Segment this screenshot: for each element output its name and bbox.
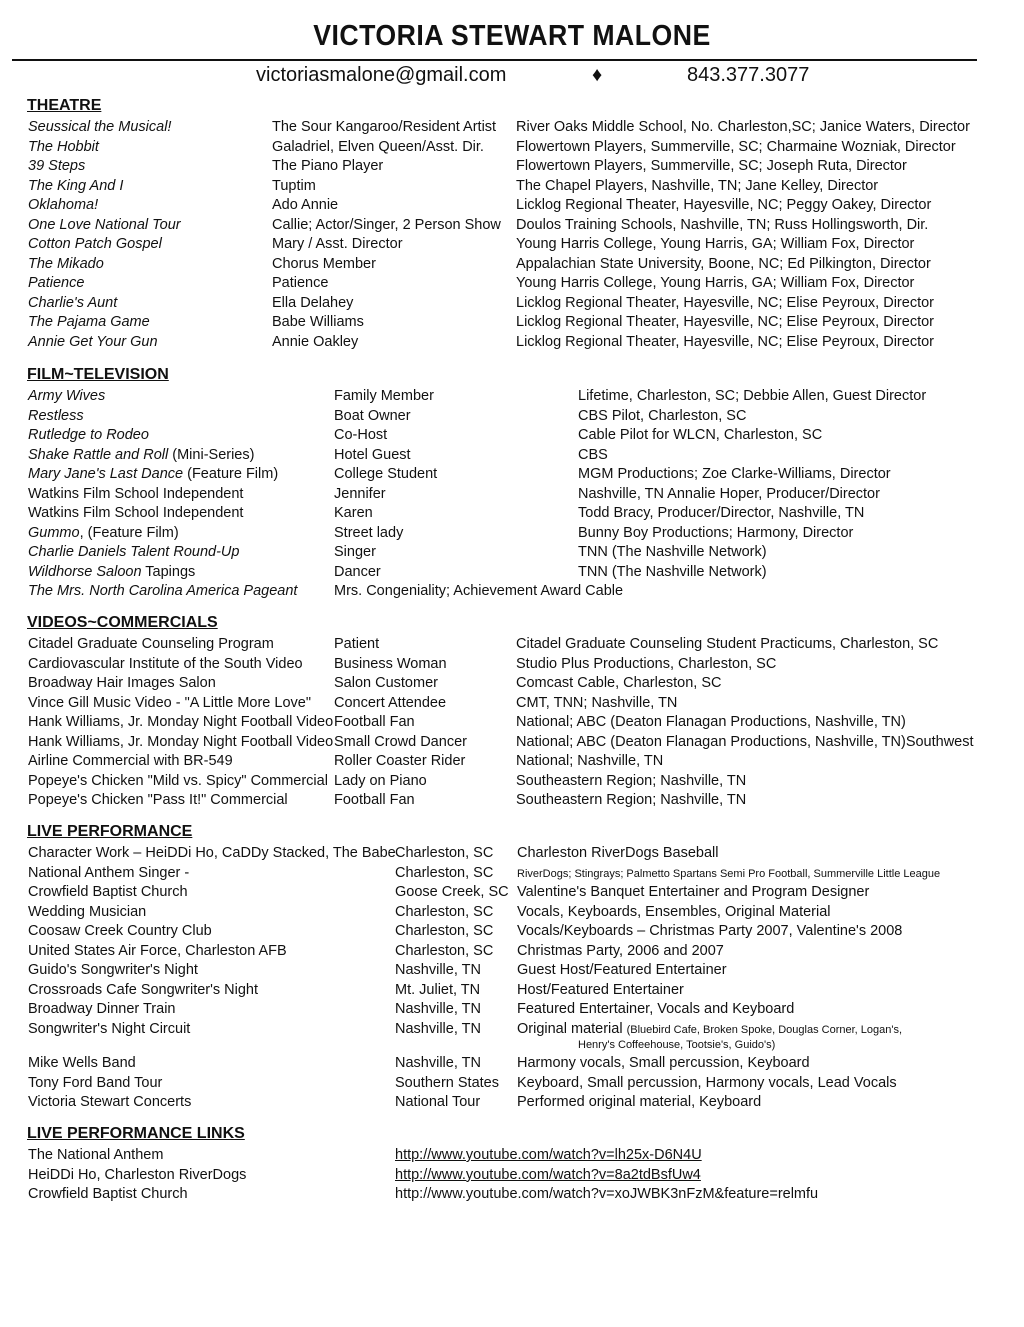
video-title: Broadway Hair Images Salon (28, 675, 216, 691)
venue: CBS (578, 446, 608, 463)
details: Valentine's Banquet Entertainer and Program Designer (517, 884, 870, 900)
film-title: The Mrs. North Carolina America Pageant (28, 583, 298, 599)
film-title-note: (Feature Film) (183, 466, 279, 482)
video-row (0, 693, 1024, 713)
location: Southern States (395, 1074, 499, 1091)
location: Nashville, TN (395, 1020, 481, 1037)
location: Charleston, SC (395, 923, 494, 939)
youtube-link[interactable]: http://www.youtube.com/watch?v=lh25x-D6N4U (395, 1147, 702, 1163)
details: Charleston RiverDogs Baseball (517, 845, 719, 861)
venue: Young Harris College, Young Harris, GA; William Fox, Director (516, 236, 915, 252)
role: The Sour Kangaroo/Resident Artist (272, 119, 497, 135)
film-title: Restless (28, 407, 84, 424)
venue: National; Nashville, TN (516, 753, 664, 769)
theatre-row (0, 137, 1024, 157)
role: Lady on Piano (334, 772, 427, 789)
email-address[interactable]: victoriasmalone@gmail.com (256, 64, 507, 86)
production-title: Charlie's Aunt (28, 294, 118, 311)
film-row (0, 523, 1024, 543)
details-cell (517, 921, 902, 941)
venue: Southeastern Region; Nashville, TN (516, 772, 747, 789)
production-title: Oklahoma! (28, 197, 99, 213)
film-row (0, 503, 1024, 523)
location: Mt. Juliet, TN (395, 981, 481, 998)
film-row (0, 425, 1024, 445)
details-note-continued: Henry's Coffeehouse, Tootsie's, Guido's) (578, 1039, 776, 1051)
venue: Citadel Graduate Counseling Student Practicums, Charleston, SC (516, 636, 939, 652)
role: Singer (334, 544, 376, 560)
links-heading: LIVE PERFORMANCE LINKS (27, 1125, 245, 1142)
video-title: Hank Williams, Jr. Monday Night Football Video (28, 714, 334, 730)
film-title-cell (28, 386, 105, 406)
live-row (0, 921, 1024, 941)
production-title: The Hobbit (28, 138, 99, 155)
venue: River Oaks Middle School, No. Charleston,SC; Janice Waters, Director (516, 119, 970, 135)
phone-number: 843.377.3077 (687, 64, 810, 86)
event: Victoria Stewart Concerts (28, 1094, 192, 1110)
role: Annie Oakley (272, 333, 359, 350)
film-title: Gummo (28, 524, 80, 541)
production-title: The Pajama Game (28, 314, 150, 330)
film-title: Army Wives (28, 388, 106, 404)
venue: Licklog Regional Theater, Hayesville, NC; Elise Peyroux, Director (516, 333, 934, 350)
theatre-row (0, 312, 1024, 332)
theatre-row (0, 176, 1024, 196)
film-title-cell (28, 425, 149, 445)
film-row (0, 406, 1024, 426)
live-row (0, 980, 1024, 1000)
details-cell (517, 863, 940, 884)
role: The Piano Player (272, 158, 384, 174)
production-title: The Mikado (28, 255, 104, 272)
film-title: Shake Rattle and Roll (28, 446, 169, 463)
resume-name: VICTORIA STEWART MALONE (313, 20, 711, 52)
location: Charleston, SC (395, 864, 494, 881)
film-heading: FILM~TELEVISION (27, 366, 169, 383)
video-row (0, 634, 1024, 654)
video-row (0, 712, 1024, 732)
film-row (0, 484, 1024, 504)
event: Crossroads Cafe Songwriter's Night (28, 981, 259, 998)
film-title-cell (28, 523, 179, 543)
video-title: Citadel Graduate Counseling Program (28, 636, 274, 652)
event: Coosaw Creek Country Club (28, 923, 212, 939)
details: Performed original material, Keyboard (517, 1094, 762, 1110)
venue: National; ABC (Deaton Flanagan Productions, Nashville, TN) (516, 714, 906, 730)
role: Mary / Asst. Director (272, 236, 403, 252)
venue: CMT, TNN; Nashville, TN (516, 694, 678, 711)
venue: TNN (The Nashville Network) (578, 544, 767, 560)
role: Concert Attendee (334, 694, 447, 711)
video-title: Popeye's Chicken "Pass It!" Commercial (28, 792, 288, 808)
details-cell (517, 902, 831, 922)
location: Nashville, TN (395, 1055, 481, 1071)
event: United States Air Force, Charleston AFB (28, 942, 287, 959)
details: Harmony vocals, Small percussion, Keyboard (517, 1055, 810, 1071)
venue: Comcast Cable, Charleston, SC (516, 675, 722, 691)
event: Songwriter's Night Circuit (28, 1020, 191, 1037)
link-row (0, 1145, 1024, 1165)
video-row (0, 673, 1024, 693)
location: Charleston, SC (395, 845, 494, 861)
video-row (0, 732, 1024, 752)
venue: Nashville, TN Annalie Hoper, Producer/Director (578, 485, 880, 502)
details: Christmas Party, 2006 and 2007 (517, 942, 724, 959)
theatre-row (0, 215, 1024, 235)
role: Babe Williams (272, 314, 364, 330)
details: Vocals/Keyboards – Christmas Party 2007, Valentine's 2008 (517, 923, 903, 939)
video-title: Popeye's Chicken "Mild vs. Spicy" Commercial (28, 772, 328, 789)
role: Tuptim (272, 177, 316, 194)
link-row (0, 1165, 1024, 1185)
role: Small Crowd Dancer (334, 733, 467, 750)
theatre-row (0, 293, 1024, 313)
role: Football Fan (334, 792, 415, 808)
live-row (0, 902, 1024, 922)
theatre-row (0, 273, 1024, 293)
location: Nashville, TN (395, 1001, 481, 1017)
theatre-row (0, 254, 1024, 274)
film-title-note: Tapings (141, 563, 196, 580)
location: Nashville, TN (395, 962, 481, 978)
video-row (0, 654, 1024, 674)
production-title: Annie Get Your Gun (28, 333, 158, 350)
film-row (0, 542, 1024, 562)
header-rule (12, 59, 977, 61)
event: Tony Ford Band Tour (28, 1074, 163, 1091)
video-row (0, 771, 1024, 791)
video-title: Airline Commercial with BR-549 (28, 753, 233, 769)
live-row (0, 1092, 1024, 1112)
role: Jennifer (334, 485, 386, 502)
production-title: Seussical the Musical! (28, 119, 172, 135)
role: Mrs. Congeniality; Achievement Award Cable (334, 583, 624, 599)
event: Crowfield Baptist Church (28, 884, 188, 900)
film-title-cell (28, 484, 243, 504)
venue: Licklog Regional Theater, Hayesville, NC; Elise Peyroux, Director (516, 314, 934, 330)
event: Character Work – HeiDDi Ho, CaDDy Stacked, The Babe (28, 845, 396, 861)
role: Ella Delahey (272, 294, 354, 311)
production-title: One Love National Tour (28, 216, 181, 233)
link-row (0, 1184, 1024, 1204)
details-cell (517, 999, 794, 1019)
role: Roller Coaster Rider (334, 753, 466, 769)
film-title-note: (Mini-Series) (168, 446, 255, 463)
production-title: 39 Steps (28, 158, 86, 174)
event: National Anthem Singer - (28, 864, 190, 881)
film-title: Mary Jane's Last Dance (28, 466, 184, 482)
live-row (0, 882, 1024, 902)
diamond-separator-icon: ♦ (592, 64, 603, 86)
details-note: (Bluebird Cafe, Broken Spoke, Douglas Corner, Logan's, (626, 1023, 903, 1036)
venue: Studio Plus Productions, Charleston, SC (516, 655, 777, 672)
theatre-row (0, 195, 1024, 215)
event: Wedding Musician (28, 903, 147, 920)
live-row (0, 863, 1024, 883)
theatre-row (0, 332, 1024, 352)
live-row (0, 999, 1024, 1019)
details-cell (517, 941, 724, 961)
venue: Doulos Training Schools, Nashville, TN; Russ Hollingsworth, Dir. (516, 216, 929, 233)
event: Broadway Dinner Train (28, 1001, 176, 1017)
film-title: Wildhorse Saloon (28, 563, 142, 580)
details-cell (517, 843, 719, 863)
venue: Appalachian State University, Boone, NC; Ed Pilkington, Director (516, 255, 931, 272)
event: Mike Wells Band (28, 1055, 136, 1071)
role: Business Woman (334, 655, 447, 672)
video-title: Cardiovascular Institute of the South Video (28, 655, 303, 672)
details: Guest Host/Featured Entertainer (517, 962, 727, 978)
theatre-row (0, 117, 1024, 137)
details-cell (517, 980, 684, 1000)
film-row (0, 386, 1024, 406)
details: Vocals, Keyboards, Ensembles, Original Material (517, 903, 831, 920)
video-row (0, 751, 1024, 771)
venue: MGM Productions; Zoe Clarke-Williams, Director (578, 466, 891, 482)
live-row (0, 941, 1024, 961)
details-note: RiverDogs; Stingrays; Palmetto Spartans Semi Pro Football, Summerville Little League (517, 867, 941, 880)
youtube-link[interactable]: http://www.youtube.com/watch?v=8a2tdBsfUw4 (395, 1166, 701, 1183)
production-title: Cotton Patch Gospel (28, 236, 162, 252)
venue: Cable Pilot for WLCN, Charleston, SC (578, 427, 823, 443)
venue: Todd Bracy, Producer/Director, Nashville, TN (578, 505, 865, 521)
film-row (0, 562, 1024, 582)
role: Karen (334, 505, 373, 521)
film-title-cell (28, 562, 195, 582)
details-cell (517, 882, 869, 902)
role: Hotel Guest (334, 446, 411, 463)
live-row (0, 1053, 1024, 1073)
film-title: Rutledge to Rodeo (28, 427, 149, 443)
venue: Bunny Boy Productions; Harmony, Director (578, 524, 854, 541)
details-cell (517, 960, 727, 980)
video-row (0, 790, 1024, 810)
link-label: HeiDDi Ho, Charleston RiverDogs (28, 1166, 247, 1183)
live-continuation-row (0, 1035, 1024, 1055)
film-row (0, 581, 1024, 601)
location: National Tour (395, 1094, 481, 1110)
role: Boat Owner (334, 407, 411, 424)
film-row (0, 445, 1024, 465)
film-title-cell (28, 581, 297, 601)
youtube-link[interactable]: http://www.youtube.com/watch?v=xoJWBK3nFzM&feature=relmfu (395, 1186, 819, 1202)
production-title: Patience (28, 275, 85, 291)
film-title-note: Watkins Film School Independent (28, 505, 244, 521)
location: Charleston, SC (395, 903, 494, 920)
live-row (0, 1073, 1024, 1093)
venue: Southeastern Region; Nashville, TN (516, 792, 747, 808)
link-label: The National Anthem (28, 1147, 164, 1163)
venue: Licklog Regional Theater, Hayesville, NC; Elise Peyroux, Director (516, 294, 934, 311)
venue: TNN (The Nashville Network) (578, 563, 767, 580)
role: Street lady (334, 524, 404, 541)
film-title-cell (28, 503, 243, 523)
venue: The Chapel Players, Nashville, TN; Jane Kelley, Director (516, 177, 879, 194)
details: Keyboard, Small percussion, Harmony vocals, Lead Vocals (517, 1074, 897, 1091)
film-title-note: Watkins Film School Independent (28, 485, 244, 502)
production-title: The King And I (28, 177, 124, 194)
details: Host/Featured Entertainer (517, 981, 684, 998)
venue: Young Harris College, Young Harris, GA; William Fox, Director (516, 275, 915, 291)
film-title-cell (28, 406, 84, 426)
role: Co-Host (334, 427, 388, 443)
role: Family Member (334, 388, 434, 404)
film-title-cell (28, 445, 254, 465)
details: Featured Entertainer, Vocals and Keyboard (517, 1001, 795, 1017)
film-title-cell (28, 464, 278, 484)
venue: Lifetime, Charleston, SC; Debbie Allen, Guest Director (578, 388, 927, 404)
video-title: Vince Gill Music Video - "A Little More Love" (28, 694, 311, 711)
event: Guido's Songwriter's Night (28, 962, 198, 978)
theatre-heading: THEATRE (27, 97, 102, 114)
location: Goose Creek, SC (395, 884, 509, 900)
venue: CBS Pilot, Charleston, SC (578, 407, 747, 424)
location: Charleston, SC (395, 942, 494, 959)
videos-heading: VIDEOS~COMMERCIALS (27, 614, 218, 631)
live-row (0, 960, 1024, 980)
venue: Flowertown Players, Summerville, SC; Joseph Ruta, Director (516, 158, 907, 174)
role: Callie; Actor/Singer, 2 Person Show (272, 216, 501, 233)
role: College Student (334, 466, 438, 482)
film-row (0, 464, 1024, 484)
role: Chorus Member (272, 255, 376, 272)
film-title-note: , (Feature Film) (79, 524, 179, 541)
film-title-cell (28, 542, 239, 562)
role: Patient (334, 636, 380, 652)
role: Dancer (334, 563, 381, 580)
details: Original material (517, 1020, 627, 1037)
role: Football Fan (334, 714, 415, 730)
theatre-row (0, 156, 1024, 176)
venue: Flowertown Players, Summerville, SC; Charmaine Wozniak, Director (516, 138, 956, 155)
role: Patience (272, 275, 329, 291)
role: Galadriel, Elven Queen/Asst. Dir. (272, 138, 484, 155)
film-title: Charlie Daniels Talent Round-Up (28, 544, 240, 560)
role: Ado Annie (272, 197, 339, 213)
venue: Licklog Regional Theater, Hayesville, NC; Peggy Oakey, Director (516, 197, 932, 213)
video-title: Hank Williams, Jr. Monday Night Football Video (28, 733, 334, 750)
live-heading: LIVE PERFORMANCE (27, 823, 193, 840)
role: Salon Customer (334, 675, 438, 691)
venue: National; ABC (Deaton Flanagan Productions, Nashville, TN)Southwest (516, 733, 974, 750)
link-label: Crowfield Baptist Church (28, 1186, 188, 1202)
theatre-row (0, 234, 1024, 254)
live-row (0, 843, 1024, 863)
